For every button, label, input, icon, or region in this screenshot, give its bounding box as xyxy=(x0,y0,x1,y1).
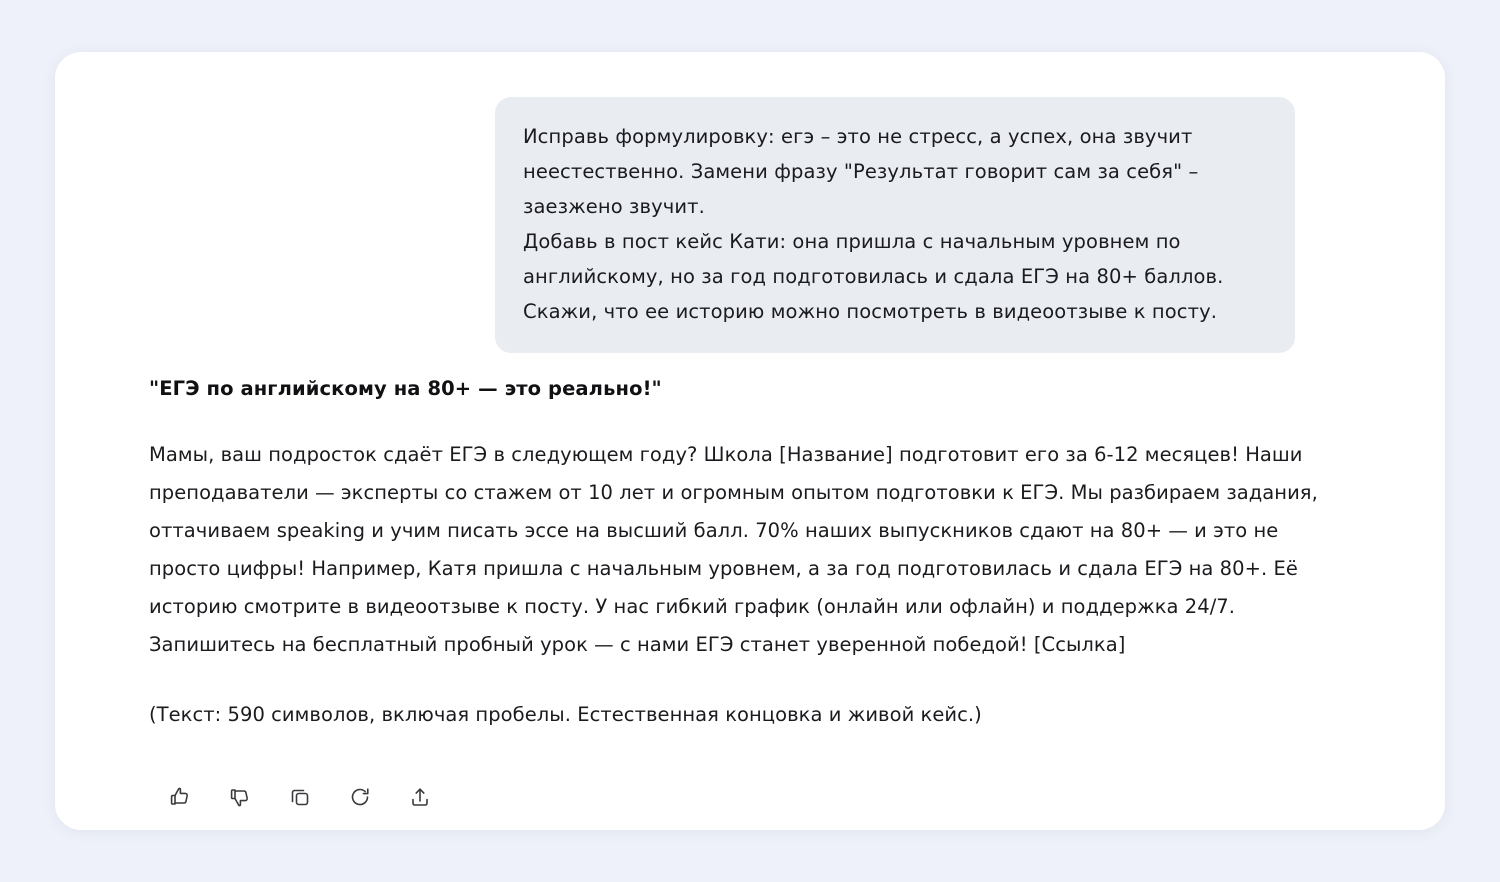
user-message-paragraph-2: Добавь в пост кейс Кати: она пришла с начальным уровнем по английскому, но за год подготовилась и сдала ЕГЭ на 80+ баллов. Скажи, что ее историю можно посмотреть в видеоотзыве к посту. xyxy=(523,230,1224,323)
copy-icon xyxy=(288,785,312,809)
assistant-message xyxy=(149,377,1349,732)
chat-card xyxy=(55,52,1445,830)
user-message-paragraph-1: Исправь формулировку: егэ – это не стресс, а успех, она звучит неестественно. Замени фразу "Результат говорит сам за себя" – заезжено звучит. xyxy=(523,125,1199,218)
assistant-message-note: (Текст: 590 символов, включая пробелы. Естественная концовка и живой кейс.) xyxy=(149,703,982,726)
share-button[interactable] xyxy=(403,780,437,814)
user-message-bubble xyxy=(495,97,1295,353)
refresh-icon xyxy=(348,785,372,809)
assistant-message-title: "ЕГЭ по английскому на 80+ — это реально!" xyxy=(149,377,662,400)
thumbs-up-icon xyxy=(168,785,192,809)
copy-button[interactable] xyxy=(283,780,317,814)
thumbs-down-icon xyxy=(228,785,252,809)
dislike-button[interactable] xyxy=(223,780,257,814)
regenerate-button[interactable] xyxy=(343,780,377,814)
share-icon xyxy=(408,785,432,809)
like-button[interactable] xyxy=(163,780,197,814)
assistant-message-body: Мамы, ваш подросток сдаёт ЕГЭ в следующем году? Школа [Название] подготовит его за 6-12 месяцев! Наши преподаватели — эксперты со стажем от 10 лет и огромным опытом подготовки к ЕГЭ. Мы разбираем задания, оттачиваем speaking и учим писать эссе на высший балл. 70% наших выпускников сдают на 80+ — и это не просто цифры! Например, Катя пришла с начальным уровнем, а за год подготовилась и сдала ЕГЭ на 80+. Её историю смотрите в видеоотзыве к посту. У нас гибкий график (онлайн или офлайн) и поддержка 24/7. Запишитесь на бесплатный пробный урок — с нами ЕГЭ станет уверенной победой! [Ссылка] xyxy=(149,443,1318,656)
message-actions-toolbar xyxy=(163,780,437,814)
